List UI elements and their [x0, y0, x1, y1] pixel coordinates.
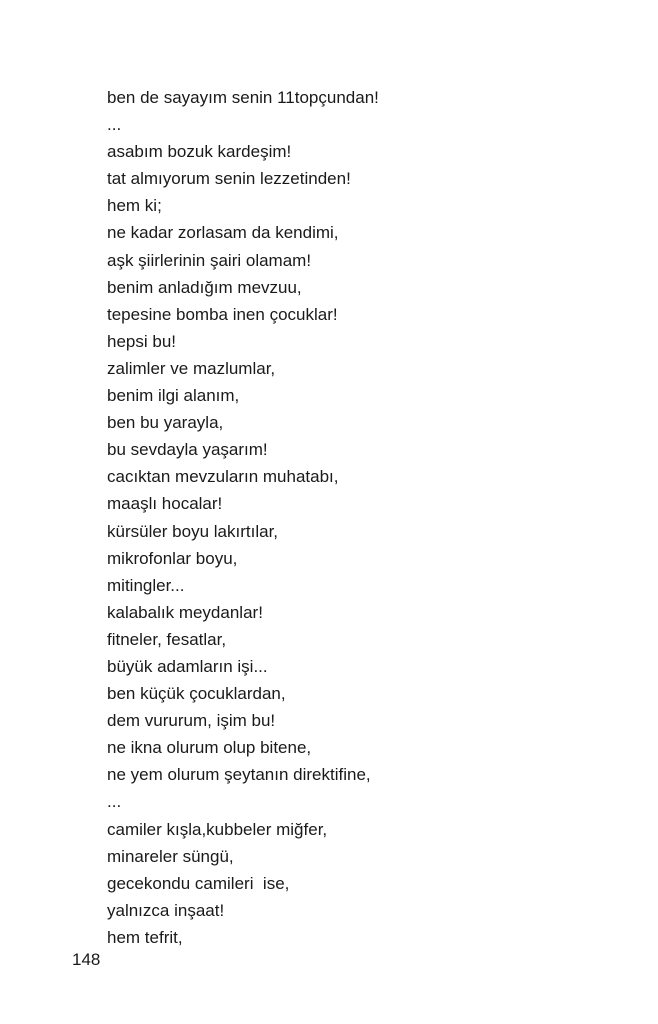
- poem-line: kalabalık meydanlar!: [107, 602, 263, 622]
- poem-line: büyük adamların işi...: [107, 656, 268, 676]
- poem-line: benim ilgi alanım,: [107, 386, 240, 406]
- poem-line: ben küçük çocuklardan,: [107, 684, 286, 704]
- poem-line: ben de sayayım senin 11topçundan!: [107, 88, 379, 107]
- poem-line: tepesine bomba inen çocuklar!: [107, 304, 338, 324]
- poem-line: dem vururum, işim bu!: [107, 711, 276, 731]
- poem-line: bu sevdayla yaşarım!: [107, 440, 268, 460]
- poem-line: tat almıyorum senin lezzetinden!: [107, 169, 351, 189]
- poem-line: hem ki;: [107, 196, 162, 216]
- poem-line: aşk şiirlerinin şairi olamam!: [107, 250, 312, 270]
- poem-line: camiler kışla,kubbeler miğfer,: [107, 819, 328, 839]
- poem-line: mikrofonlar boyu,: [107, 548, 238, 568]
- poem-line: hem tefrit,: [107, 927, 183, 947]
- poem-line: ne yem olurum şeytanın direktifine,: [107, 765, 371, 785]
- poem-line: ...: [107, 792, 122, 812]
- poem-line: yalnızca inşaat!: [107, 900, 225, 920]
- poem-line: benim anladığım mevzuu,: [107, 277, 302, 297]
- poem-line: hepsi bu!: [107, 331, 176, 351]
- poem-line: ben bu yarayla,: [107, 413, 224, 433]
- poem-line: ne kadar zorlasam da kendimi,: [107, 223, 339, 243]
- poem-line: minareler süngü,: [107, 846, 234, 866]
- poem-line: fitneler, fesatlar,: [107, 629, 227, 649]
- poem-line: ...: [107, 115, 122, 135]
- page-number: 148: [72, 950, 101, 969]
- poem-line: asabım bozuk kardeşim!: [107, 142, 292, 162]
- poem-text: [107, 84, 379, 951]
- poem-line: ne ikna olurum olup bitene,: [107, 738, 312, 758]
- poem-line: gecekondu camileri ise,: [107, 873, 290, 893]
- poem-line: kürsüler boyu lakırtılar,: [107, 521, 279, 541]
- poem-line: zalimler ve mazlumlar,: [107, 358, 276, 378]
- poem-line: mitingler...: [107, 575, 185, 595]
- poem-line: cacıktan mevzuların muhatabı,: [107, 467, 339, 487]
- poem-line: maaşlı hocalar!: [107, 494, 223, 514]
